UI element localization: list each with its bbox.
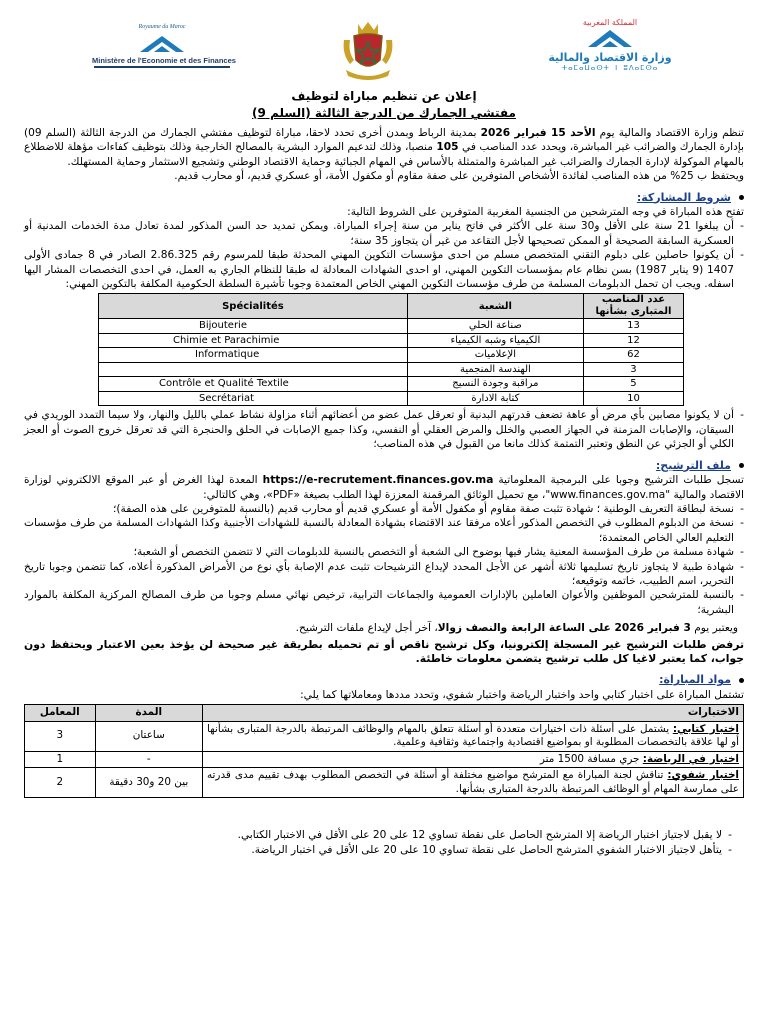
file-paragraph: تسجل طلبات الترشيح وجوبا على البرمجية المعلوماتية https://e-recrutement.finances.gov.ma المعدة لهذا الغرض أو عبر الموقع الالكتروني لوزارة الاقتصاد والمالية "www.finances.gov.ma"، مع تحميل الوثائق المرقمنة المعززة لهذا الطلب بصيغة «PDF»، وهي كالتالي: <box>24 474 744 501</box>
col-duration: المدة <box>95 705 202 722</box>
header <box>0 0 768 84</box>
ministry-logo-fr <box>92 24 236 72</box>
reserved-posts-paragraph: ويحتفظ ب 25% من هذه المناصب لفائدة الأشخاص المتوفرين على صفة مقاوم أو مكفول الأمة، أو عسكري قديم، أو محارب قديم. <box>174 170 744 183</box>
condition-age: - أن يبلغوا 21 سنة على الأقل و30 سنة على الأكثر في فاتح يناير من سنة إجراء المباراة. ويمكن تمديد حد السن المذكور لمدة تعادل مدة الخدمات المدنية أو العسكرية السابقة الصحيحة أو الممكن تصحيحها لأجل التقاعد من غير أن يتجاوز 35 سنة؛ <box>24 219 744 248</box>
announcement-body <box>24 126 744 857</box>
announcement-title <box>0 88 768 122</box>
table-row: Contrôle et Qualité Textile مراقبة وجودة النسيج 5 <box>99 377 684 392</box>
table-row: اختبار كتابي: يشتمل على أسئلة ذات اختيارات متعددة أو أسئلة تتعلق بالمهام والوظائف المرتبطة بالدرجة المتبارى بشأنها أو لها علاقة بالتخصصات المطلوبة او بمواضيع اقتصادية واجتماعية وثقافية وعلمية. ساعتان 3 <box>25 721 744 751</box>
bullet-icon <box>739 678 744 683</box>
table-row: الهندسة المنجمية 3 <box>99 362 684 377</box>
royal-crest-icon <box>340 20 396 82</box>
list-item: - شهادة مسلمة من طرف المؤسسة المعنية يشار فيها بوضوح الى الشعبة أو التخصص بالنسبة للدبلومات التي لا تتضمن التخصص أو الشعبة؛ <box>24 545 744 559</box>
kingdom-text: Royaume du Maroc <box>138 24 186 30</box>
bullet-icon <box>739 463 744 468</box>
deadline-paragraph: ويعتبر يوم 3 فبراير 2026 على الساعة الرابعة والنصف زوالا، آخر أجل لإيداع ملفات الترشيح. <box>295 622 738 635</box>
col-coefficient: المعامل <box>25 705 96 722</box>
conditions-heading: شروط المشاركة: <box>24 191 744 205</box>
table-row: Informatique الإعلاميات 62 <box>99 348 684 363</box>
table-row: اختبار شفوي: تناقش لجنة المباراة مع المترشح مواضيع مختلفة أو أسئلة في التخصص المطلوب بهدف تقييم مدى قدرته على ممارسة المهام أو الوظائف المرتبطة بالدرجة المتبارى بشأنها. بين 20 و30 دقيقة 2 <box>25 768 744 798</box>
bullet-icon <box>739 195 744 200</box>
col-tests: الاختبارات <box>202 705 743 722</box>
recruitment-url-link[interactable]: https://e-recrutement.finances.gov.ma <box>262 474 494 487</box>
deadline-date: 3 فبراير 2026 على الساعة الرابعة والنصف زوالا <box>437 622 691 635</box>
file-heading: ملف الترشيح: <box>24 459 744 473</box>
file-documents-list <box>24 502 744 617</box>
exam-heading: مواد المباراة: <box>24 673 744 687</box>
posts-count: 105 <box>436 141 459 154</box>
condition-health: - أن لا يكونوا مصابين بأي مرض أو عاهة تضعف قدرتهم البدنية أو تعرقل عمل عضو من أعضائهم أثناء مزاولة نشاط عملي بالليل والنهار، ولا سيما التمدد الوريدي في السيقان، والإصابات المزمنة في الجهاز العصبي والخلل والمرض العقلي أو النفسي، وكذا جميع الإصابات في الحلق والحنجرة التي قد تعرقل خروج الصوت أو العجز الكلي أو الجزئي عن النطق وتعتبر التمتمة كذلك مانعا من القبول في هذه المناصب؛ <box>24 408 744 451</box>
conditions-list-2 <box>24 408 744 451</box>
logo-underline <box>94 66 230 68</box>
table-header-row <box>99 294 684 319</box>
intro-paragraph: تنظم وزارة الاقتصاد والمالية يوم الأحد 15 فبراير 2026 بمدينة الرباط وبمدن أخرى تحدد لاحقا، مباراة لتوظيف مفتشي الجمارك من الدرجة الثالثة (السلم 09) بإدارة الجمارك والضرائب غير المباشرة، ويحدد عدد المناصب في 105 منصبا، وذلك لتدعيم الموارد البشرية بالمصالح الخارجية وذلك بتوظيف كفاءات مؤهلة للاضطلاع بالمهام الموكولة لإدارة الجمارك والضرائب غير المباشرة والمتمثلة بالأساس في المهام الجبائية وحماية الاقتصاد الوطني وتشجيع الاستثمار وحماية المستهلك. <box>24 127 744 168</box>
list-item: - نسخة لبطاقة التعريف الوطنية ؛ شهادة تثبت صفة مقاوم أو مكفول الأمة أو عسكري قديم أو محارب قديم (بالنسبة للمتوفرين على هذه الصفة)؛ <box>24 502 744 516</box>
mountain-logo-icon-right <box>550 27 670 47</box>
exam-lead: تشتمل المباراة على اختبار كتابي واحد واختبار الرياضة واختبار شفوي، وتحدد مددها ومعاملاتها كما يلي: <box>300 688 744 701</box>
list-item: - يتأهل لاجتياز الاختبار الشفوي المترشح الحاصل على نقطة تساوي 10 على 20 على الأقل في اختبار الرياضة. <box>24 843 732 857</box>
exam-date: الأحد 15 فبراير 2026 <box>480 127 596 139</box>
title-line1: إعلان عن تنظيم مباراة لتوظيف <box>291 89 477 103</box>
list-item: - نسخة من الدبلوم المطلوب في التخصص المذكور أعلاه مرفقا عند الاقتضاء بشهادة المعادلة بالنسبة للشهادات الأجنبية وكذا الشهادات المسلمة من طرف مؤسسات التعليم العالي الخاص المعتمدة؛ <box>24 516 744 545</box>
table-row: Secrétariat كتابة الادارة 10 <box>99 391 684 406</box>
exam-notes-list <box>24 828 744 857</box>
list-item: - شهادة طبية لا يتجاوز تاريخ تسليمها ثلاثة أشهر عن الأجل المحدد لإيداع الترشيحات تثبت عدم الإصابة بأي نوع من الأمراض المذكورة أعلاه، كما تتضمن وجوبا تاريخ التحرير، اسم الطبيب، خاتمه وتوقيعه؛ <box>24 560 744 589</box>
ministry-name-tifinagh: ⵜⴰⵎⴰⵡⴰⵙⵜ ⵏ ⵓⴷⴰⵎⵙⴰ <box>561 64 659 72</box>
mountain-logo-icon <box>102 32 222 52</box>
table-row: اختبار في الرياضة: جري مسافة 1500 متر - 1 <box>25 751 744 768</box>
ministry-name-ar: وزارة الاقتصاد والمالية <box>548 51 672 64</box>
col-shoaba: الشعبة <box>407 294 583 319</box>
kingdom-ar-text: المملكة المغربية <box>582 18 638 27</box>
condition-diploma: - أن يكونوا حاصلين على دبلوم التقني المتخصص مسلم من احدى مؤسسات التكوين المهني المحدثة طبقا للمرسوم رقم 2.86.325 الصادر في 8 جمادى الأولى 1407 (9 يناير 1987) بسن نظام عام بمؤسسات التكوين المهني، او احدى الشهادات المعادلة له طبقا للنظام الجاري به العمل، في احدى التخصصات المشار اليها اسفله. ويجب ان تحمل الدبلومات المسلمة من طرف مؤسسات التكوين المهني الخاص المعتمدة وجوبا تأشيرة السلطة الحكومية المكلفة بالتكوين المهني: <box>24 248 744 291</box>
col-posts: عدد المناصب المتبارى بشأنها <box>583 294 683 319</box>
table-row: Bijouterie صناعة الحلي 13 <box>99 319 684 334</box>
ministry-logo-ar <box>540 18 680 80</box>
table-row: Chimie et Parachimie الكيمياء وشبه الكيمياء 12 <box>99 333 684 348</box>
warning-paragraph: ترفض طلبات الترشيح غير المسجلة إلكترونيا، وكل ترشيح ناقص أو تم تحميله بطريقة غير صحيحة لن يؤخذ بعين الاعتبار ويحتفظ دون جواب، كما يعتبر لاغيا كل طلب ترشيح يتضمن معلومات خاطئة. <box>24 637 744 665</box>
title-line2: مفتشي الجمارك من الدرجة الثالثة (السلم 9) <box>252 106 516 120</box>
conditions-lead: تفتح هذه المباراة في وجه المترشحين من الجنسية المغربية المتوفرين على الشروط التالية: <box>347 206 744 219</box>
table-header-row <box>25 705 744 722</box>
specialties-table <box>98 293 684 406</box>
list-item: - لا يقبل لاجتياز اختبار الرياضة إلا المترشح الحاصل على نقطة تساوي 12 على 20 على الأقل في الاختبار الكتابي. <box>24 828 732 842</box>
exam-table <box>24 704 744 798</box>
list-item: - بالنسبة للمترشحين الموظفين والأعوان العاملين بالإدارات العمومية والجماعات الترابية، ترخيص نهائي مسلم وجوبا من طرف المصالح المركزية المكلفة بالموارد البشرية؛ <box>24 588 744 617</box>
ministry-name-fr: Ministère de l'Economie et des Finances <box>92 56 236 65</box>
conditions-list <box>24 219 744 291</box>
col-specialites: Spécialités <box>99 294 408 319</box>
